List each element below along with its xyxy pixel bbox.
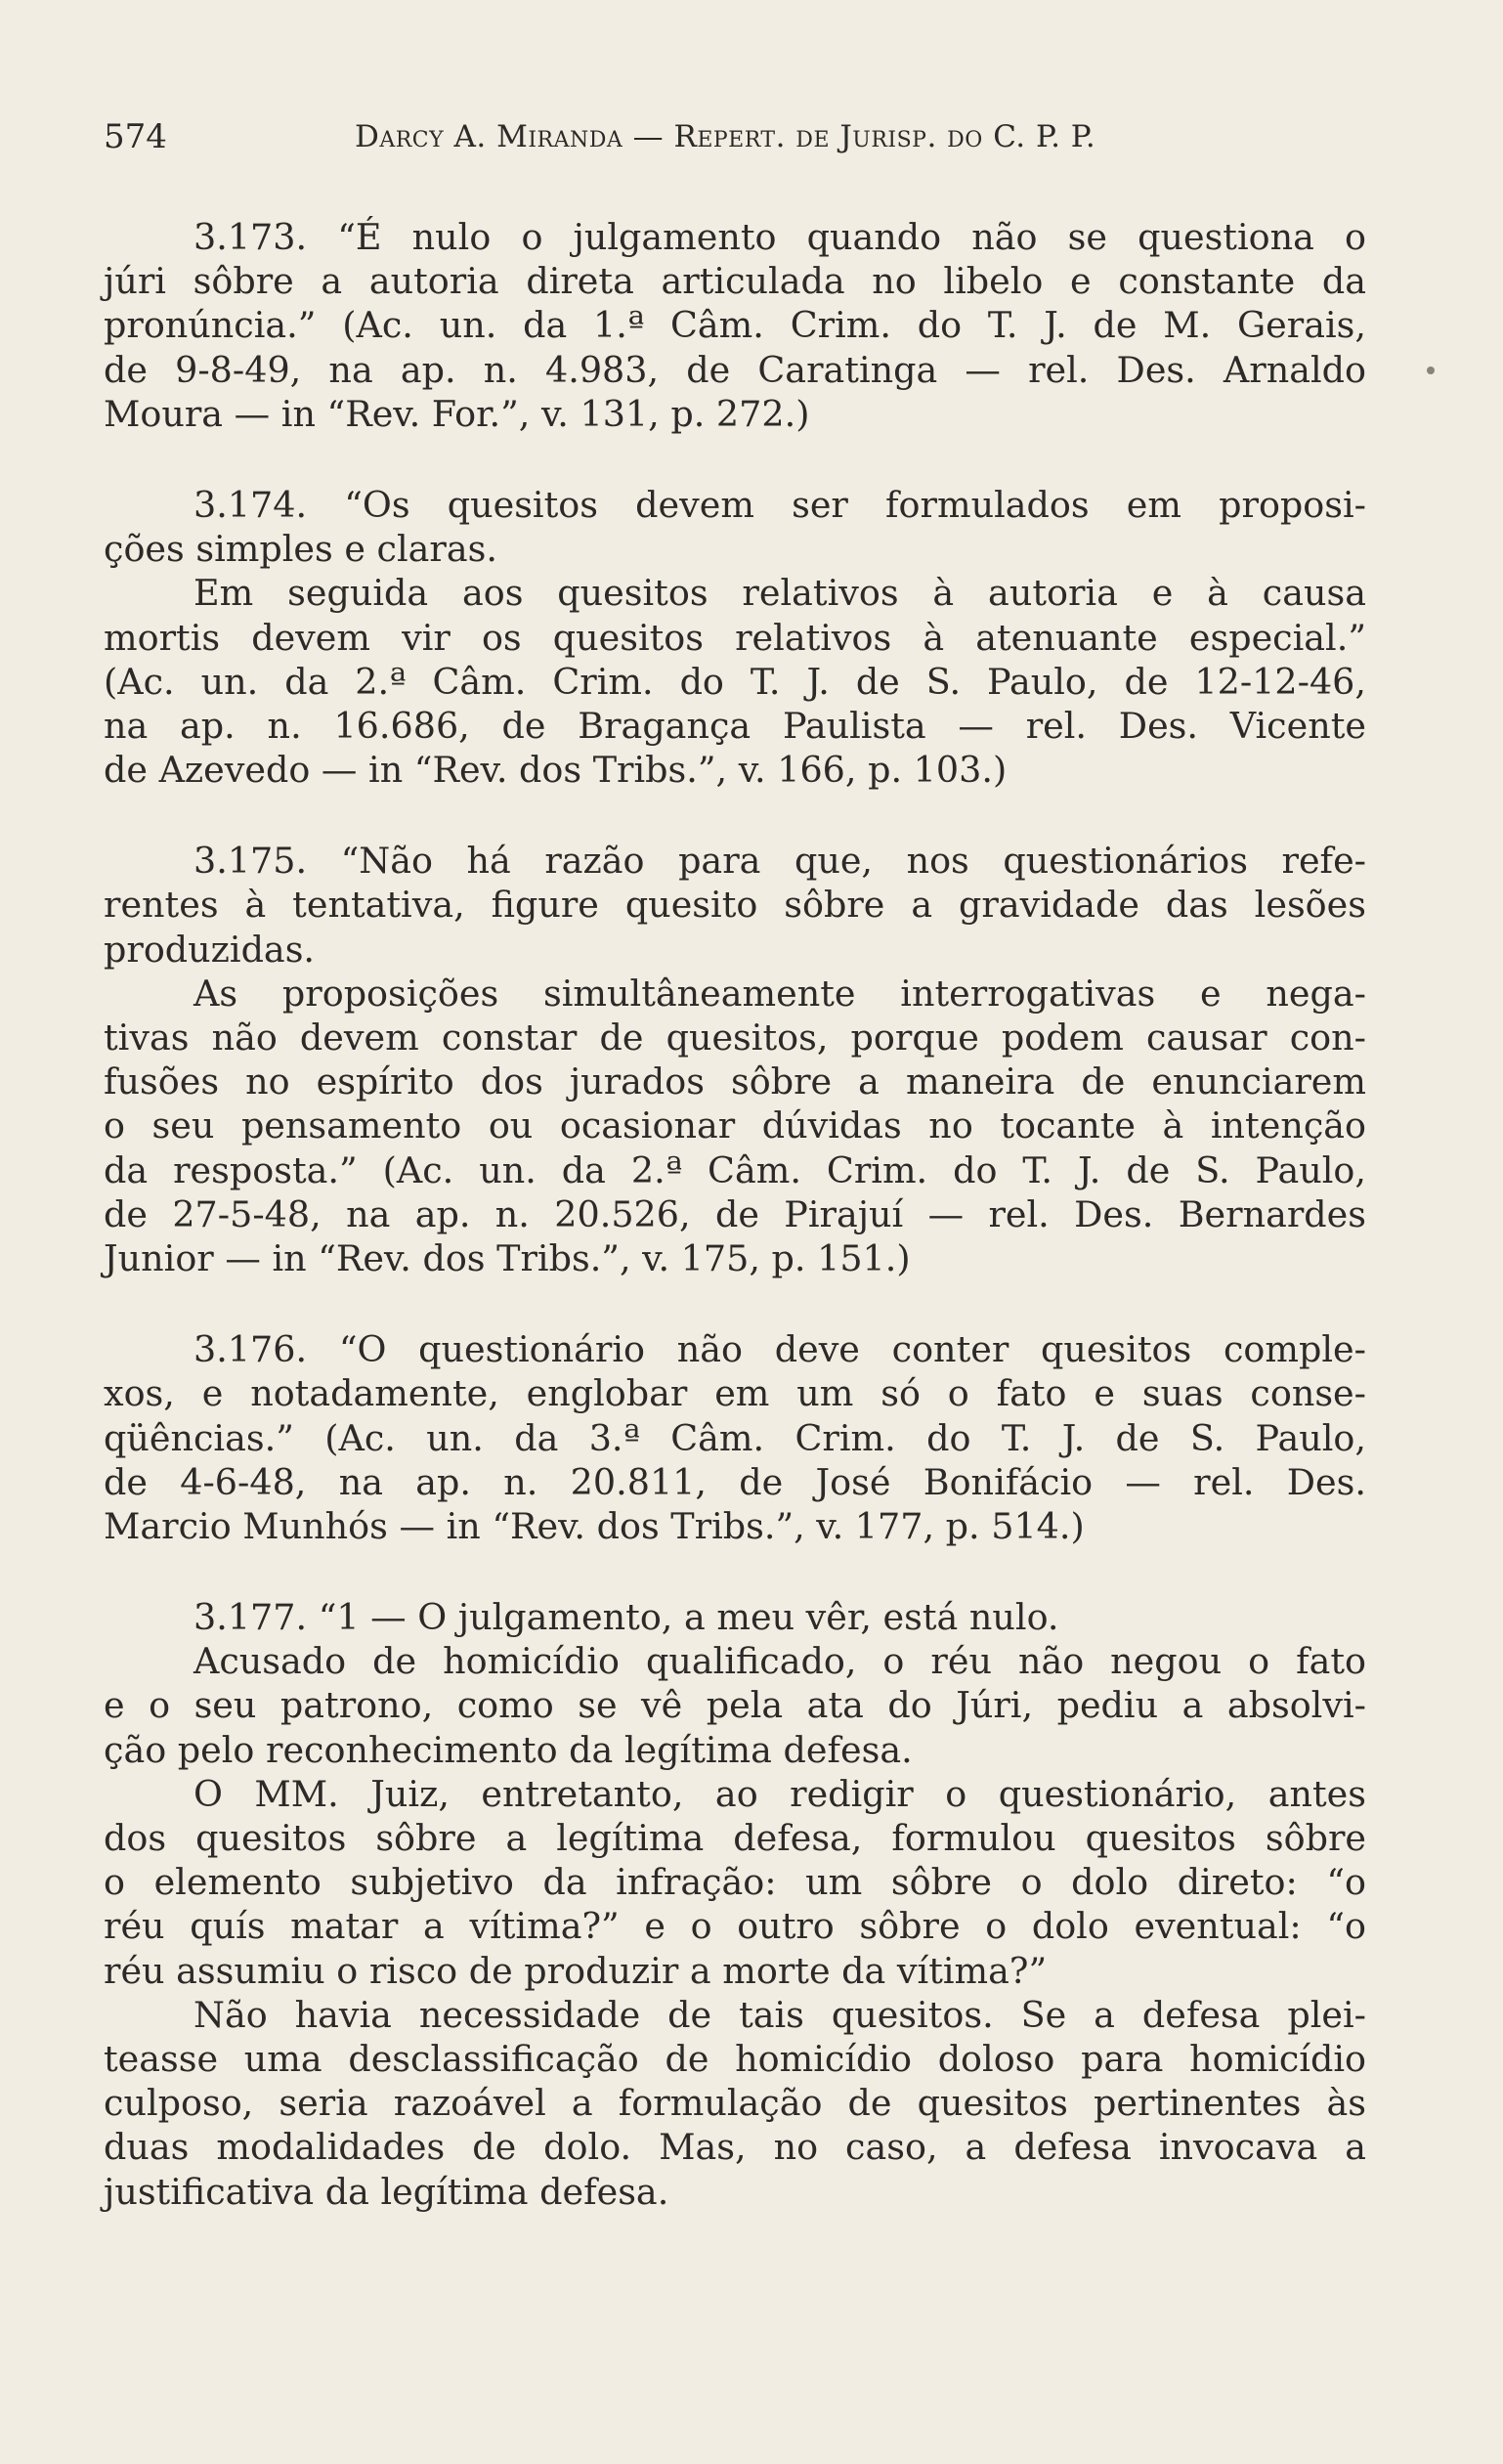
text-line: da resposta.” (Ac. un. da 2.ª Câm. Crim. do T. J. de S. Paulo,	[104, 1148, 1366, 1191]
text-line: 3.173. “É nulo o julgamento quando não se questiona o	[193, 216, 1366, 258]
margin-dot	[1427, 367, 1435, 374]
text-line: de Azevedo — in “Rev. dos Tribs.”, v. 166, p. 103.)	[104, 749, 1008, 792]
text-line: ções simples e claras.	[104, 528, 497, 571]
text-line: 3.177. “1 — O julgamento, a meu vêr, está nulo.	[193, 1596, 1059, 1639]
text-line: o elemento subjetivo da infração: um sôbre o dolo direto: “o	[104, 1861, 1366, 1904]
text-line: ção pelo reconhecimento da legítima defesa.	[104, 1728, 913, 1771]
text-line: justificativa da legítima defesa.	[104, 2170, 669, 2213]
text-line: de 9-8-49, na ap. n. 4.983, de Caratinga — rel. Des. Arnaldo	[104, 348, 1366, 391]
text-line: dos quesitos sôbre a legítima defesa, formulou quesitos sôbre	[104, 1817, 1366, 1859]
text-line: teasse uma desclassificação de homicídio doloso para homicídio	[104, 2037, 1366, 2080]
text-line: As proposições simultâneamente interrogativas e nega-	[193, 972, 1366, 1015]
text-line: pronúncia.” (Ac. un. da 1.ª Câm. Crim. do T. J. de M. Gerais,	[104, 304, 1366, 347]
text-line: réu quís matar a vítima?” e o outro sôbre o dolo eventual: “o	[104, 1905, 1366, 1948]
page-header	[104, 109, 1366, 164]
text-line: duas modalidades de dolo. Mas, no caso, a defesa invocava a	[104, 2126, 1366, 2169]
text-line: júri sôbre a autoria direta articulada no libelo e constante da	[104, 260, 1366, 303]
text-line: 3.176. “O questionário não deve conter quesitos comple-	[193, 1328, 1366, 1371]
text-line: fusões no espírito dos jurados sôbre a maneira de enunciarem	[104, 1060, 1366, 1103]
text-line: Junior — in “Rev. dos Tribs.”, v. 175, p. 151.)	[104, 1236, 911, 1279]
text-line: 3.174. “Os quesitos devem ser formulados em proposi-	[193, 483, 1366, 526]
text-line: réu assumiu o risco de produzir a morte da vítima?”	[104, 1949, 1048, 1992]
text-line: 3.175. “Não há razão para que, nos questionários refe-	[193, 840, 1366, 883]
paragraph-3-176	[104, 1327, 1366, 1548]
text-line: e o seu patrono, como se vê pela ata do Júri, pediu a absolvi-	[104, 1684, 1366, 1727]
text-line: (Ac. un. da 2.ª Câm. Crim. do T. J. de S. Paulo, de 12-12-46,	[104, 660, 1366, 703]
text-line: o seu pensamento ou ocasionar dúvidas no tocante à intenção	[104, 1104, 1366, 1147]
text-line: Acusado de homicídio qualificado, o réu não negou o fato	[193, 1640, 1366, 1683]
text-line: rentes à tentativa, figure quesito sôbre a gravidade das lesões	[104, 884, 1366, 927]
text-line: qüências.” (Ac. un. da 3.ª Câm. Crim. do T. J. de S. Paulo,	[104, 1416, 1366, 1459]
paragraph-3-177	[104, 1595, 1366, 2214]
text-line: tivas não devem constar de quesitos, porque podem causar con-	[104, 1016, 1366, 1059]
running-title: Darcy A. Miranda — Repert. de Jurisp. do C. P. P.	[355, 119, 1096, 154]
text-line: Em seguida aos quesitos relativos à autoria e à causa	[193, 572, 1366, 615]
text-line: mortis devem vir os quesitos relativos à atenuante especial.”	[104, 616, 1366, 659]
text-line: Marcio Munhós — in “Rev. dos Tribs.”, v. 177, p. 514.)	[104, 1504, 1085, 1547]
paragraph-3-173	[104, 215, 1366, 436]
paragraph-3-174	[104, 483, 1366, 792]
text-line: produzidas.	[104, 928, 316, 971]
text-line: O MM. Juiz, entretanto, ao redigir o questionário, antes	[193, 1772, 1366, 1815]
page-number: 574	[104, 117, 167, 156]
text-line: na ap. n. 16.686, de Bragança Paulista — rel. Des. Vicente	[104, 704, 1366, 747]
text-line: de 27-5-48, na ap. n. 20.526, de Pirajuí — rel. Des. Bernardes	[104, 1192, 1366, 1235]
text-line: culposo, seria razoável a formulação de quesitos pertinentes às	[104, 2082, 1366, 2125]
text-line: Não havia necessidade de tais quesitos. Se a defesa plei-	[193, 1993, 1366, 2036]
text-line: de 4-6-48, na ap. n. 20.811, de José Bonifácio — rel. Des.	[104, 1460, 1366, 1503]
text-line: xos, e notadamente, englobar em um só o fato e suas conse-	[104, 1372, 1366, 1415]
page-body	[104, 215, 1366, 2214]
text-line: Moura — in “Rev. For.”, v. 131, p. 272.)	[104, 392, 810, 435]
paragraph-3-175	[104, 839, 1366, 1280]
